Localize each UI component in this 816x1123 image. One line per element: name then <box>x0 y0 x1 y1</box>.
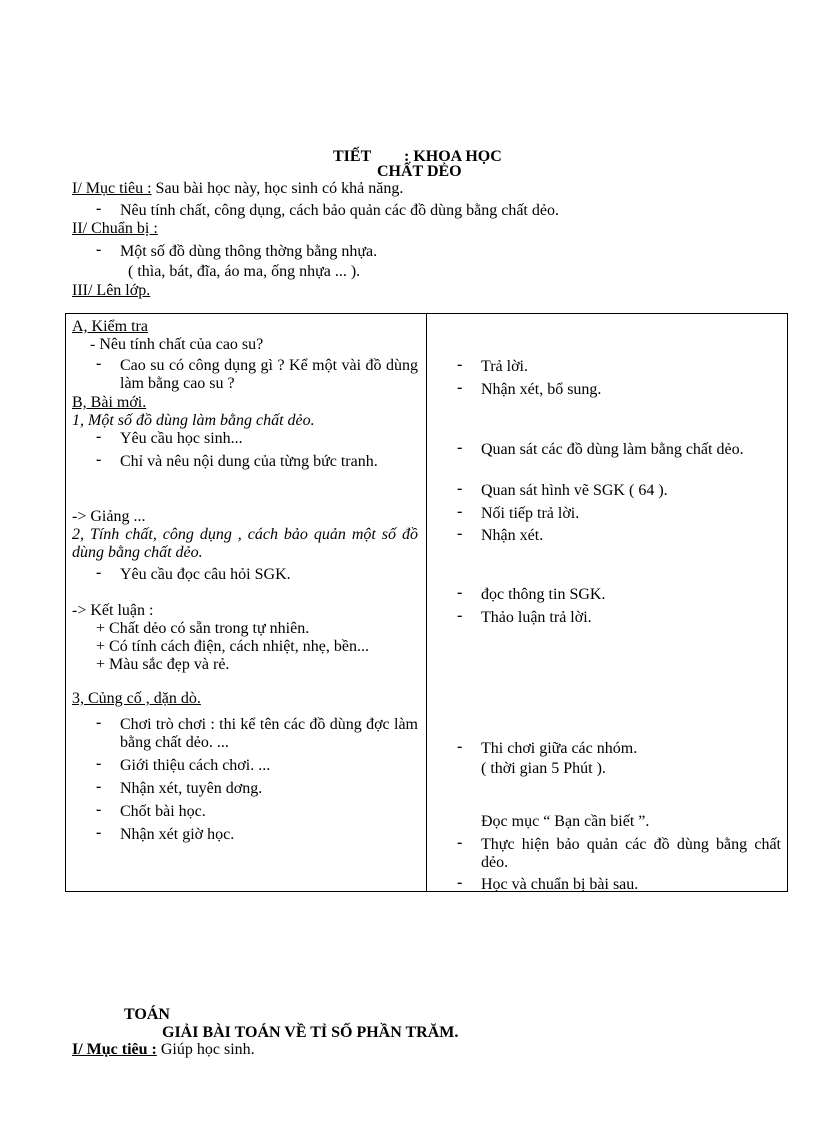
part-3-heading: 3, Củng cố , dặn dò. <box>72 690 201 707</box>
part-a-item: Cao su có công dụng gì ? Kể một vài đồ dùng làm bằng cao su ? <box>120 357 418 392</box>
preparation-heading: II/ Chuẩn bị : <box>72 220 158 237</box>
student-activity: Nhận xét. <box>481 527 544 544</box>
objective-item: Nêu tính chất, công dụng, cách bảo quản các đồ dùng bằng chất dẻo. <box>120 202 559 219</box>
bullet-icon: - <box>96 428 102 445</box>
conclusion-item: + Có tính cách điện, cách nhiệt, nhẹ, bền... <box>96 638 369 655</box>
student-activity: Học và chuẩn bị bài sau. <box>481 876 639 893</box>
objectives-heading: I/ Mục tiêu : <box>72 180 152 197</box>
table-column-divider <box>426 313 427 892</box>
part-3-item: Nhận xét giờ học. <box>120 826 235 843</box>
student-activity: Nối tiếp trả lời. <box>481 505 580 522</box>
lesson-label: TIẾT <box>333 148 372 165</box>
student-activity: Thực hiện bảo quản các đồ dùng bằng chất dẻo. <box>481 836 781 871</box>
bullet-icon: - <box>96 801 102 818</box>
bullet-icon: - <box>457 584 463 601</box>
section-1-item: Yêu cầu học sinh... <box>120 430 243 447</box>
objectives-line <box>72 180 403 198</box>
student-activity: đọc thông tin SGK. <box>481 586 606 603</box>
bullet-icon: - <box>96 778 102 795</box>
preparation-item: Một số đồ dùng thông thờng bằng nhựa. <box>120 243 378 260</box>
read-section-note: Đọc mục “ Bạn cần biết ”. <box>481 813 650 830</box>
section-1-item: Chỉ và nêu nội dung của từng bức tranh. <box>120 453 378 470</box>
bullet-icon: - <box>96 755 102 772</box>
part-3-item: Nhận xét, tuyên dơng. <box>120 780 263 797</box>
bullet-icon: - <box>96 564 102 581</box>
math-objectives-heading: I/ Mục tiêu : <box>72 1041 157 1058</box>
math-title: GIẢI BÀI TOÁN VỀ TỈ SỐ PHẦN TRĂM. <box>162 1024 459 1041</box>
math-objectives-line <box>72 1041 255 1059</box>
section-1-title: 1, Một số đồ dùng làm bằng chất dẻo. <box>72 412 315 429</box>
bullet-icon: - <box>96 824 102 841</box>
part-b-heading: B, Bài mới. <box>72 394 147 411</box>
game-time-note: ( thời gian 5 Phút ). <box>481 760 606 777</box>
bullet-icon: - <box>457 439 463 456</box>
student-activity: Quan sát hình vẽ SGK ( 64 ). <box>481 482 668 499</box>
subject-title: : KHOA HỌC <box>404 148 502 165</box>
bullet-icon: - <box>457 379 463 396</box>
bullet-icon: - <box>457 480 463 497</box>
part-3-item: Chốt bài học. <box>120 803 206 820</box>
student-activity: Thảo luận trả lời. <box>481 609 592 626</box>
bullet-icon: - <box>457 834 463 851</box>
student-activity: Nhận xét, bổ sung. <box>481 381 602 398</box>
section-2-title: 2, Tính chất, công dụng , cách bảo quản một số đồ dùng bằng chất dẻo. <box>72 526 418 561</box>
student-activity: Quan sát các đồ dùng làm bằng chất dẻo. <box>481 441 744 458</box>
math-subject: TOÁN <box>124 1006 170 1023</box>
bullet-icon: - <box>457 356 463 373</box>
bullet-icon: - <box>457 503 463 520</box>
part-3-item: Giới thiệu cách chơi. ... <box>120 757 271 774</box>
bullet-icon: - <box>457 738 463 755</box>
part-3-item: Chơi trò chơi : thi kể tên các đồ dùng đợc làm bằng chất dẻo. ... <box>120 716 418 751</box>
objectives-text: Sau bài học này, học sinh có khả năng. <box>155 180 404 197</box>
student-activity: Thi chơi giữa các nhóm. <box>481 740 638 757</box>
bullet-icon: - <box>96 241 102 258</box>
math-objectives-text: Giúp học sinh. <box>160 1041 255 1058</box>
section-2-item: Yêu cầu đọc câu hỏi SGK. <box>120 566 291 583</box>
bullet-icon: - <box>96 200 102 217</box>
bullet-icon: - <box>457 874 463 891</box>
part-a-heading: A, Kiểm tra <box>72 318 148 335</box>
bullet-icon: - <box>96 355 102 372</box>
conclusion-heading: -> Kết luận : <box>72 602 154 619</box>
explain-note: -> Giảng ... <box>72 508 146 525</box>
conclusion-item: + Màu sắc đẹp và rẻ. <box>96 656 230 673</box>
student-activity: Trả lời. <box>481 358 528 375</box>
conclusion-item: + Chất dẻo có sẵn trong tự nhiên. <box>96 620 310 637</box>
part-a-question: - Nêu tính chất của cao su? <box>90 336 264 353</box>
procedure-heading: III/ Lên lớp. <box>72 282 151 299</box>
bullet-icon: - <box>457 607 463 624</box>
lesson-title: CHẤT DẺO <box>377 163 462 180</box>
bullet-icon: - <box>457 525 463 542</box>
preparation-note: ( thìa, bát, đĩa, áo ma, ống nhựa ... ). <box>128 263 361 280</box>
bullet-icon: - <box>96 714 102 731</box>
bullet-icon: - <box>96 451 102 468</box>
